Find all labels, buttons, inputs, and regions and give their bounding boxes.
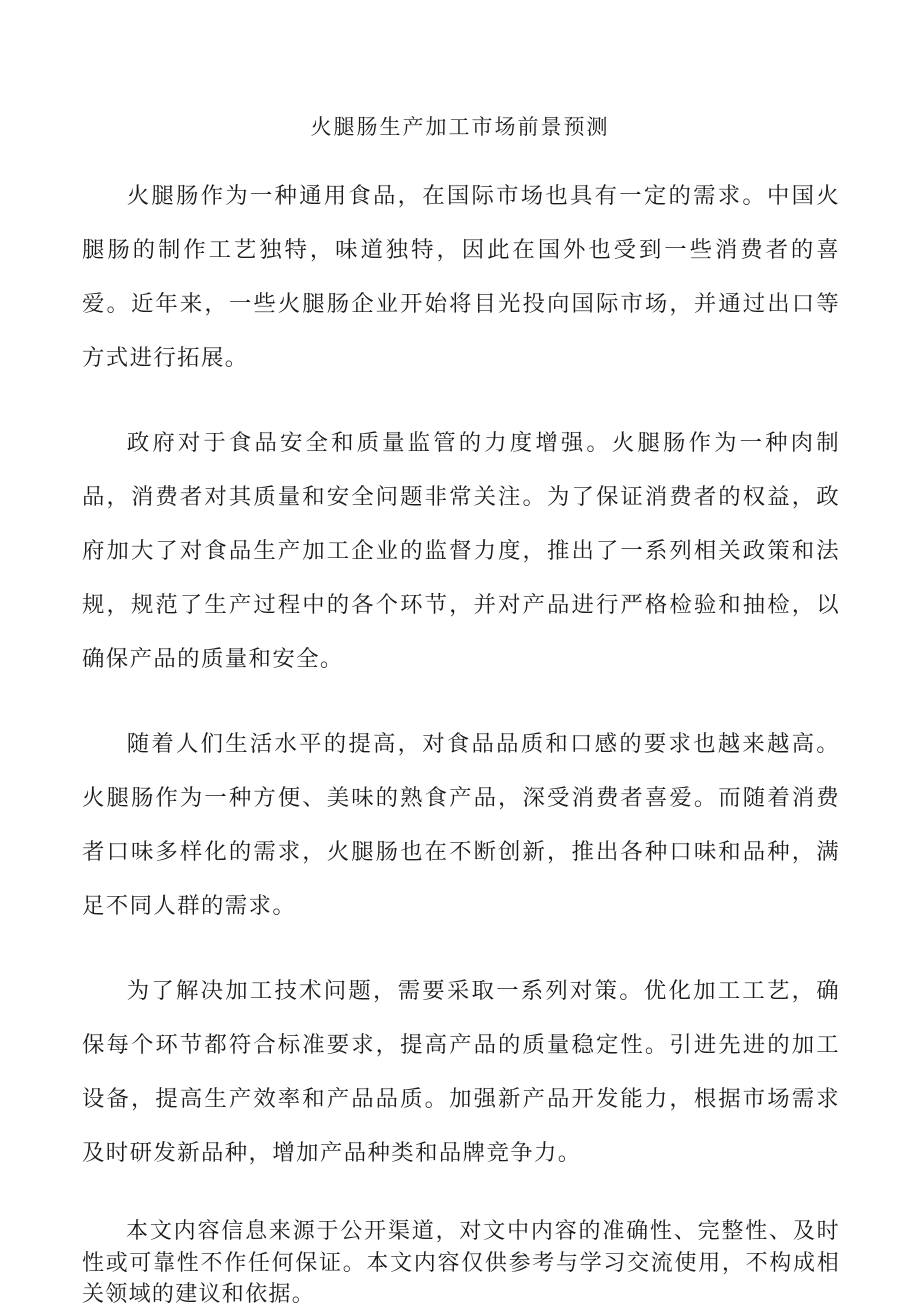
disclaimer-text: 本文内容信息来源于公开渠道，对文中内容的准确性、完整性、及时性或可靠性不作任何保证。本文内容仅供参考与学习交流使用，不构成相关领域的建议和依据。: [82, 1219, 840, 1307]
document-body: [82, 169, 840, 1311]
paragraph-consumer-demand: 随着人们生活水平的提高，对食品品质和口感的要求也越来越高。火腿肠作为一种方便、美味的熟食产品，深受消费者喜爱。而随着消费者口味多样化的需求，火腿肠也在不断创新，推出各种口味和品种，满足不同人群的需求。: [82, 731, 840, 919]
paragraph-government-regulation: 政府对于食品安全和质量监管的力度增强。火腿肠作为一种肉制品，消费者对其质量和安全问题非常关注。为了保证消费者的权益，政府加大了对食品生产加工企业的监督力度，推出了一系列相关政策和法规，规范了生产过程中的各个环节，并对产品进行严格检验和抽检，以确保产品的质量和安全。: [82, 430, 840, 672]
paragraph-export-market: 火腿肠作为一种通用食品，在国际市场也具有一定的需求。中国火腿肠的制作工艺独特，味道独特，因此在国外也受到一些消费者的喜爱。近年来，一些火腿肠企业开始将目光投向国际市场，并通过出口等方式进行拓展。: [82, 183, 840, 371]
document-title: 火腿肠生产加工市场前景预测: [310, 115, 610, 139]
paragraph-processing-solutions: 为了解决加工技术问题，需要采取一系列对策。优化加工工艺，确保每个环节都符合标准要求，提高产品的质量稳定性。引进先进的加工设备，提高生产效率和产品品质。加强新产品开发能力，根据市场需求及时研发新品种，增加产品种类和品牌竞争力。: [82, 978, 840, 1166]
